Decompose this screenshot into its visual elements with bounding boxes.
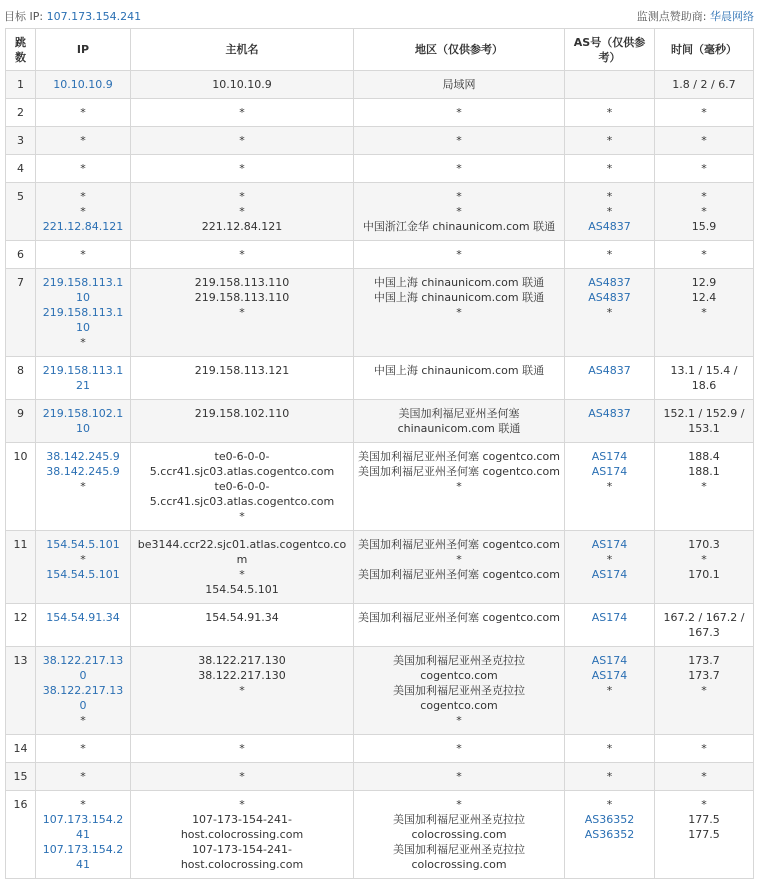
column-header-as: AS号（仅供参考）	[565, 29, 655, 71]
time-cell	[655, 99, 754, 127]
ip-cell	[36, 71, 131, 99]
sponsor-link[interactable]: 华晨网络	[710, 10, 754, 23]
table-header-row	[6, 29, 754, 71]
as-value: *	[606, 770, 613, 783]
ip-value[interactable]: 219.158.113.110	[42, 276, 124, 304]
as-cell	[565, 183, 655, 241]
table-row	[6, 763, 754, 791]
table-row	[6, 71, 754, 99]
as-cell	[565, 443, 655, 531]
region-value: 中国浙江金华 chinaunicom.com 联通	[362, 220, 556, 233]
ip-value[interactable]: 38.122.217.130	[42, 684, 124, 712]
as-value[interactable]: AS4837	[588, 276, 631, 289]
ip-value[interactable]: 154.54.5.101	[46, 568, 120, 581]
time-value: *	[701, 190, 707, 203]
target-ip-label	[4, 8, 141, 24]
ip-cell	[36, 791, 131, 879]
as-value[interactable]: AS4837	[588, 220, 631, 233]
ip-value: *	[80, 336, 86, 349]
region-cell	[354, 604, 565, 647]
ip-value: *	[80, 770, 86, 783]
time-cell	[655, 531, 754, 604]
as-value: *	[606, 190, 613, 203]
region-value: *	[456, 480, 462, 493]
as-value[interactable]: AS4837	[588, 291, 631, 304]
as-value: *	[606, 480, 613, 493]
table-row	[6, 241, 754, 269]
hostname-cell	[131, 791, 354, 879]
hop-number: 10	[6, 443, 36, 531]
region-value: 美国加利福尼亚州圣何塞 cogentco.com	[358, 568, 560, 581]
time-value: 177.5	[688, 828, 720, 841]
time-cell	[655, 443, 754, 531]
target-label-text: 目标 IP:	[4, 10, 44, 23]
ip-value[interactable]: 107.173.154.241	[42, 813, 124, 841]
hostname-value: *	[239, 205, 245, 218]
time-value: *	[701, 134, 707, 147]
time-value: *	[701, 553, 707, 566]
table-row	[6, 269, 754, 357]
region-cell	[354, 763, 565, 791]
hostname-cell	[131, 443, 354, 531]
as-value: *	[606, 684, 613, 697]
hostname-value: be3144.ccr22.sjc01.atlas.cogentco.com	[137, 538, 347, 566]
column-header-ip: IP	[36, 29, 131, 71]
table-row	[6, 400, 754, 443]
table-row	[6, 647, 754, 735]
hostname-value: *	[239, 306, 245, 319]
ip-cell	[36, 647, 131, 735]
region-cell	[354, 71, 565, 99]
ip-value[interactable]: 154.54.5.101	[46, 538, 120, 551]
table-row	[6, 791, 754, 879]
as-value[interactable]: AS174	[591, 450, 628, 463]
column-header-region: 地区（仅供参考）	[354, 29, 565, 71]
hostname-cell	[131, 183, 354, 241]
as-cell	[565, 604, 655, 647]
top-bar	[0, 0, 760, 28]
sponsor-label: 监测点赞助商:	[636, 10, 707, 23]
hop-number: 8	[6, 357, 36, 400]
ip-value: *	[80, 480, 86, 493]
time-value: *	[701, 106, 707, 119]
as-value: *	[606, 248, 613, 261]
ip-value: *	[80, 798, 86, 811]
hostname-value: *	[239, 742, 245, 755]
hop-number: 12	[6, 604, 36, 647]
hop-number: 16	[6, 791, 36, 879]
as-value[interactable]: AS174	[591, 465, 628, 478]
as-value[interactable]: AS4837	[588, 364, 631, 377]
hop-number: 13	[6, 647, 36, 735]
hostname-cell	[131, 763, 354, 791]
as-value[interactable]: AS174	[591, 611, 628, 624]
table-row	[6, 99, 754, 127]
ip-value: *	[80, 106, 86, 119]
time-value: 12.9	[691, 276, 717, 289]
as-value[interactable]	[569, 77, 650, 92]
traceroute-table	[5, 28, 754, 879]
ip-value: *	[80, 742, 86, 755]
ip-cell	[36, 269, 131, 357]
ip-value: *	[80, 553, 86, 566]
hostname-cell	[131, 269, 354, 357]
region-value: 美国加利福尼亚州圣克拉拉 colocrossing.com	[393, 813, 525, 841]
as-cell	[565, 400, 655, 443]
hostname-value: 38.122.217.130	[198, 669, 286, 682]
ip-value: *	[80, 248, 86, 261]
time-cell	[655, 735, 754, 763]
table-row	[6, 531, 754, 604]
region-cell	[354, 99, 565, 127]
time-cell	[655, 357, 754, 400]
hop-number: 4	[6, 155, 36, 183]
as-cell	[565, 735, 655, 763]
ip-value: *	[80, 190, 86, 203]
hostname-value: 219.158.113.110	[194, 276, 290, 289]
time-cell	[655, 241, 754, 269]
hostname-cell	[131, 531, 354, 604]
ip-cell	[36, 127, 131, 155]
time-value: 170.3	[688, 538, 720, 551]
region-value: 中国上海 chinaunicom.com 联通	[373, 291, 545, 304]
ip-value[interactable]: 10.10.10.9	[53, 78, 113, 91]
time-value: *	[701, 684, 707, 697]
region-value: 美国加利福尼亚州圣克拉拉 cogentco.com	[393, 684, 525, 712]
region-cell	[354, 127, 565, 155]
hostname-value: *	[239, 510, 245, 523]
as-cell	[565, 357, 655, 400]
hop-number: 14	[6, 735, 36, 763]
as-cell	[565, 155, 655, 183]
region-cell	[354, 400, 565, 443]
hostname-value: *	[239, 190, 245, 203]
as-value: *	[606, 162, 613, 175]
hostname-cell	[131, 357, 354, 400]
region-cell	[354, 531, 565, 604]
time-cell	[655, 791, 754, 879]
traceroute-body	[6, 71, 754, 879]
region-cell	[354, 241, 565, 269]
hostname-cell	[131, 99, 354, 127]
hostname-value: 107-173-154-241-host.colocrossing.com	[180, 813, 304, 841]
target-ip-link[interactable]: 107.173.154.241	[46, 10, 142, 23]
as-value: *	[606, 106, 613, 119]
time-cell	[655, 647, 754, 735]
as-value[interactable]: AS4837	[588, 407, 631, 420]
ip-value[interactable]: 38.122.217.130	[42, 654, 124, 682]
hostname-value: *	[239, 248, 245, 261]
time-value: *	[701, 480, 707, 493]
time-cell	[655, 269, 754, 357]
ip-cell	[36, 99, 131, 127]
hostname-value: 219.158.102.110	[194, 407, 290, 420]
hostname-cell	[131, 735, 354, 763]
region-value: *	[456, 306, 462, 319]
as-cell	[565, 241, 655, 269]
hostname-value: 38.122.217.130	[198, 654, 286, 667]
column-header-time: 时间（毫秒）	[655, 29, 754, 71]
time-value: *	[701, 205, 707, 218]
ip-value: *	[80, 714, 86, 727]
as-cell	[565, 99, 655, 127]
region-value: *	[456, 162, 462, 175]
ip-value[interactable]: 219.158.102.110	[42, 407, 124, 435]
hop-number: 6	[6, 241, 36, 269]
time-value: 188.4	[688, 450, 720, 463]
region-cell	[354, 357, 565, 400]
region-value: *	[456, 714, 462, 727]
table-row	[6, 155, 754, 183]
hostname-value: *	[239, 770, 245, 783]
time-value: 13.1 / 15.4 / 18.6	[670, 364, 738, 392]
region-value: 中国上海 chinaunicom.com 联通	[373, 276, 545, 289]
region-value: *	[456, 798, 462, 811]
region-value: 中国上海 chinaunicom.com 联通	[373, 364, 545, 377]
time-cell	[655, 763, 754, 791]
as-value: *	[606, 798, 613, 811]
hostname-cell	[131, 647, 354, 735]
as-value: *	[606, 306, 613, 319]
region-value: *	[456, 205, 462, 218]
hostname-value: 219.158.113.121	[194, 364, 290, 377]
as-value: *	[606, 553, 613, 566]
as-value[interactable]: AS174	[591, 568, 628, 581]
time-cell	[655, 71, 754, 99]
region-cell	[354, 443, 565, 531]
region-value: 美国加利福尼亚州圣何塞 chinaunicom.com 联通	[397, 407, 521, 435]
region-value: 美国加利福尼亚州圣何塞 cogentco.com	[358, 465, 560, 478]
region-value: *	[456, 134, 462, 147]
as-cell	[565, 269, 655, 357]
time-value: *	[701, 306, 707, 319]
region-value: 美国加利福尼亚州圣克拉拉 colocrossing.com	[393, 843, 525, 871]
hostname-value: *	[239, 106, 245, 119]
time-value: 177.5	[688, 813, 720, 826]
hostname-value: 219.158.113.110	[194, 291, 290, 304]
as-cell	[565, 763, 655, 791]
region-value: *	[456, 742, 462, 755]
hostname-cell	[131, 604, 354, 647]
ip-value[interactable]: 221.12.84.121	[42, 220, 124, 233]
hop-number: 2	[6, 99, 36, 127]
column-header-hop: 跳数	[6, 29, 36, 71]
region-value: *	[456, 770, 462, 783]
time-value: 1.8 / 2 / 6.7	[672, 78, 736, 91]
hostname-cell	[131, 241, 354, 269]
hostname-value: *	[239, 134, 245, 147]
region-cell	[354, 735, 565, 763]
region-value: *	[456, 106, 462, 119]
ip-value: *	[80, 162, 86, 175]
hostname-value: te0-6-0-0-5.ccr41.sjc03.atlas.cogentco.com	[149, 480, 335, 508]
region-value: 美国加利福尼亚州圣何塞 cogentco.com	[358, 450, 560, 463]
as-value: *	[606, 205, 613, 218]
time-value: *	[701, 742, 707, 755]
hostname-cell	[131, 155, 354, 183]
ip-value[interactable]: 219.158.113.121	[42, 364, 124, 392]
time-value: 173.7	[688, 669, 720, 682]
ip-cell	[36, 763, 131, 791]
time-value: 173.7	[688, 654, 720, 667]
time-value: 170.1	[688, 568, 720, 581]
table-row	[6, 735, 754, 763]
region-value: *	[456, 190, 462, 203]
hop-number: 7	[6, 269, 36, 357]
time-cell	[655, 183, 754, 241]
time-cell	[655, 604, 754, 647]
time-cell	[655, 400, 754, 443]
time-value: *	[701, 798, 707, 811]
as-cell	[565, 71, 655, 99]
as-value: *	[606, 134, 613, 147]
time-value: 167.2 / 167.2 / 167.3	[663, 611, 745, 639]
hostname-value: *	[239, 798, 245, 811]
time-cell	[655, 127, 754, 155]
time-value: 188.1	[688, 465, 720, 478]
time-cell	[655, 155, 754, 183]
region-value: *	[456, 248, 462, 261]
region-value: 美国加利福尼亚州圣何塞 cogentco.com	[358, 611, 560, 624]
as-value: *	[606, 742, 613, 755]
hostname-cell	[131, 400, 354, 443]
hop-number: 9	[6, 400, 36, 443]
region-cell	[354, 155, 565, 183]
hop-number: 3	[6, 127, 36, 155]
time-value: 12.4	[691, 291, 717, 304]
as-cell	[565, 127, 655, 155]
hostname-cell	[131, 127, 354, 155]
ip-value[interactable]: 38.142.245.9	[46, 450, 120, 463]
region-cell	[354, 647, 565, 735]
table-row	[6, 127, 754, 155]
hostname-value: *	[239, 684, 245, 697]
hostname-value: 107-173-154-241-host.colocrossing.com	[180, 843, 304, 871]
ip-cell	[36, 604, 131, 647]
ip-value[interactable]: 219.158.113.110	[42, 306, 124, 334]
table-row	[6, 357, 754, 400]
hostname-value: 10.10.10.9	[212, 78, 272, 91]
as-value[interactable]: AS174	[591, 669, 628, 682]
ip-value[interactable]: 154.54.91.34	[46, 611, 120, 624]
region-value: 美国加利福尼亚州圣何塞 cogentco.com	[358, 538, 560, 551]
ip-cell	[36, 155, 131, 183]
ip-cell	[36, 735, 131, 763]
ip-cell	[36, 357, 131, 400]
as-value[interactable]: AS36352	[584, 813, 635, 826]
as-value[interactable]: AS174	[591, 538, 628, 551]
ip-value: *	[80, 205, 86, 218]
hop-number: 1	[6, 71, 36, 99]
ip-cell	[36, 241, 131, 269]
ip-value: *	[80, 134, 86, 147]
region-value: *	[456, 553, 462, 566]
hostname-value: *	[239, 568, 245, 581]
column-header-hostname: 主机名	[131, 29, 354, 71]
table-row	[6, 443, 754, 531]
ip-cell	[36, 400, 131, 443]
ip-cell	[36, 183, 131, 241]
region-value: 美国加利福尼亚州圣克拉拉 cogentco.com	[393, 654, 525, 682]
time-value: 152.1 / 152.9 / 153.1	[663, 407, 745, 435]
region-cell	[354, 269, 565, 357]
as-value[interactable]: AS36352	[584, 828, 635, 841]
time-value: *	[701, 248, 707, 261]
sponsor-info	[637, 8, 754, 24]
ip-cell	[36, 531, 131, 604]
hostname-value: 154.54.5.101	[205, 583, 279, 596]
region-value: 局域网	[442, 78, 476, 91]
as-cell	[565, 647, 655, 735]
hop-number: 15	[6, 763, 36, 791]
hop-number: 5	[6, 183, 36, 241]
hostname-value: 221.12.84.121	[201, 220, 283, 233]
time-value: *	[701, 162, 707, 175]
ip-cell	[36, 443, 131, 531]
hostname-value: 154.54.91.34	[205, 611, 279, 624]
as-cell	[565, 531, 655, 604]
region-cell	[354, 791, 565, 879]
as-cell	[565, 791, 655, 879]
as-value[interactable]: AS174	[591, 654, 628, 667]
hostname-cell	[131, 71, 354, 99]
hostname-value: te0-6-0-0-5.ccr41.sjc03.atlas.cogentco.com	[149, 450, 335, 478]
table-row	[6, 604, 754, 647]
hostname-value: *	[239, 162, 245, 175]
time-value: *	[701, 770, 707, 783]
region-cell	[354, 183, 565, 241]
ip-value[interactable]: 107.173.154.241	[42, 843, 124, 871]
hop-number: 11	[6, 531, 36, 604]
time-value: 15.9	[691, 220, 717, 233]
ip-value[interactable]: 38.142.245.9	[46, 465, 120, 478]
table-row	[6, 183, 754, 241]
